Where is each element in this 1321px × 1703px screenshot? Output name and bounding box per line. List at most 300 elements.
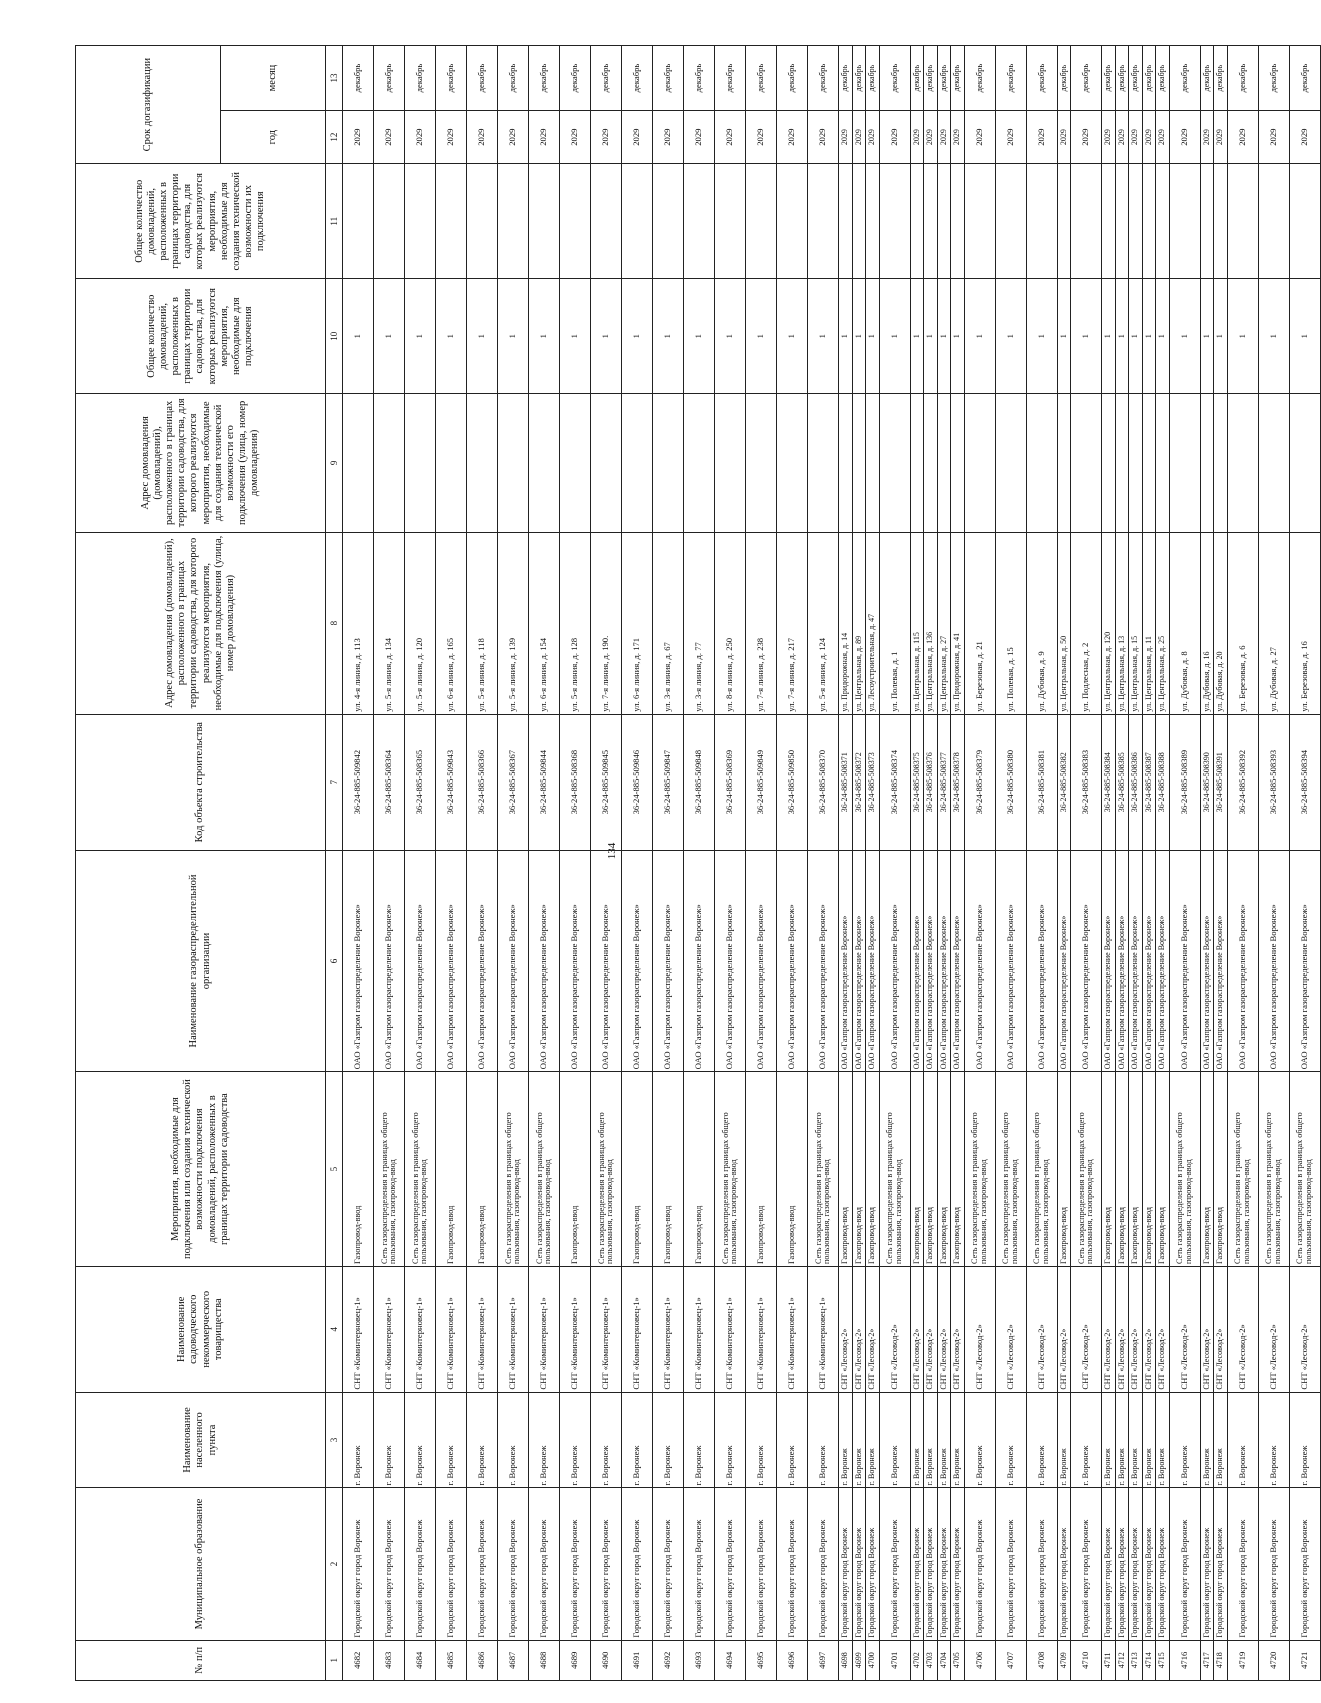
cell-municipality: Городской округ город Воронеж — [1102, 1488, 1116, 1640]
cell-settlement: г. Воронеж — [653, 1392, 684, 1488]
cell-row-number: 4712 — [1115, 1640, 1129, 1680]
cell-count-tech — [1289, 164, 1320, 279]
table-row — [1258, 46, 1289, 1681]
cell-count-connection: 1 — [879, 279, 910, 394]
cell-month: декабрь — [852, 46, 866, 111]
column-numbers-row — [326, 46, 343, 1681]
cell-count-tech — [684, 164, 715, 279]
table-row — [684, 46, 715, 1681]
cell-gas-organization: ОАО «Газпром газораспределение Воронеж» — [951, 850, 965, 1071]
cell-event: Газопровод-ввод — [436, 1072, 467, 1267]
cell-gas-organization: ОАО «Газпром газораспределение Воронеж» — [498, 850, 529, 1071]
cell-snt-name: СНТ «Лесовод-2» — [1200, 1266, 1214, 1392]
cell-object-code: 36-24-885-508366 — [467, 714, 498, 850]
cell-household-address: ул. Придорожная, д. 14 — [839, 532, 853, 714]
cell-household-address: ул. Центральная, д. 120 — [1102, 532, 1116, 714]
cell-snt-name: СНТ «Лесовод-2» — [1156, 1266, 1170, 1392]
cell-object-code: 36-24-885-508393 — [1258, 714, 1289, 850]
cell-settlement: г. Воронеж — [879, 1392, 910, 1488]
cell-event: Газопровод-ввод — [343, 1072, 374, 1267]
cell-snt-name: СНТ «Лесовод-2» — [937, 1266, 951, 1392]
cell-count-tech — [951, 164, 965, 279]
cell-event: Газопровод-ввод — [937, 1072, 951, 1267]
cell-household-address: ул. Лесоустроительная, д. 47 — [866, 532, 880, 714]
cell-snt-name: СНТ «Коминтерновец-1» — [529, 1266, 560, 1392]
cell-municipality: Городской округ город Воронеж — [777, 1488, 808, 1640]
column-number: 13 — [326, 46, 343, 111]
table-row — [1169, 46, 1200, 1681]
cell-object-code: 36-24-885-508379 — [964, 714, 995, 850]
cell-count-tech — [808, 164, 839, 279]
cell-municipality: Городской округ город Воронеж — [995, 1488, 1026, 1640]
cell-count-connection: 1 — [653, 279, 684, 394]
table-row — [1115, 46, 1129, 1681]
cell-month: декабрь — [622, 46, 653, 111]
cell-object-code: 36-24-885-508370 — [808, 714, 839, 850]
cell-year: 2029 — [1071, 111, 1102, 164]
cell-gas-organization: ОАО «Газпром газораспределение Воронеж» — [852, 850, 866, 1071]
cell-gas-organization: ОАО «Газпром газораспределение Воронеж» — [937, 850, 951, 1071]
cell-count-connection: 1 — [777, 279, 808, 394]
cell-object-code: 36-24-885-508388 — [1156, 714, 1170, 850]
cell-event: Газопровод-ввод — [1129, 1072, 1143, 1267]
cell-row-number: 4703 — [924, 1640, 938, 1680]
column-number: 12 — [326, 111, 343, 164]
cell-year: 2029 — [1129, 111, 1143, 164]
cell-household-address: ул. 6-я линия, д. 171 — [622, 532, 653, 714]
cell-tech-address — [1115, 394, 1129, 532]
cell-gas-organization: ОАО «Газпром газораспределение Воронеж» — [1071, 850, 1102, 1071]
cell-gas-organization: ОАО «Газпром газораспределение Воронеж» — [405, 850, 436, 1071]
cell-year: 2029 — [777, 111, 808, 164]
cell-settlement: г. Воронеж — [560, 1392, 591, 1488]
cell-tech-address — [1129, 394, 1143, 532]
cell-settlement: г. Воронеж — [374, 1392, 405, 1488]
cell-snt-name: СНТ «Лесовод-2» — [1169, 1266, 1200, 1392]
cell-municipality: Городской округ город Воронеж — [1057, 1488, 1071, 1640]
column-number: 2 — [326, 1488, 343, 1640]
cell-municipality: Городской округ город Воронеж — [1258, 1488, 1289, 1640]
cell-event: Сеть газораспределения в границах общего пользования, газопровод-ввод — [1071, 1072, 1102, 1267]
header-col-4: Наименование садоводческого некоммерческого товарищества — [76, 1266, 326, 1392]
cell-count-tech — [560, 164, 591, 279]
cell-row-number: 4699 — [852, 1640, 866, 1680]
cell-year: 2029 — [937, 111, 951, 164]
cell-year: 2029 — [1200, 111, 1214, 164]
cell-settlement: г. Воронеж — [529, 1392, 560, 1488]
table-row — [808, 46, 839, 1681]
cell-event: Газопровод-ввод — [910, 1072, 924, 1267]
table-header — [76, 46, 343, 1681]
cell-settlement: г. Воронеж — [1115, 1392, 1129, 1488]
cell-settlement: г. Воронеж — [1102, 1392, 1116, 1488]
cell-gas-organization: ОАО «Газпром газораспределение Воронеж» — [1102, 850, 1116, 1071]
cell-count-tech — [1156, 164, 1170, 279]
cell-month: декабрь — [808, 46, 839, 111]
cell-tech-address — [560, 394, 591, 532]
cell-count-tech — [1057, 164, 1071, 279]
cell-snt-name: СНТ «Коминтерновец-1» — [467, 1266, 498, 1392]
cell-object-code: 36-24-885-508375 — [910, 714, 924, 850]
cell-row-number: 4682 — [343, 1640, 374, 1680]
cell-snt-name: СНТ «Коминтерновец-1» — [715, 1266, 746, 1392]
cell-settlement: г. Воронеж — [808, 1392, 839, 1488]
cell-count-connection: 1 — [1214, 279, 1228, 394]
cell-snt-name: СНТ «Лесовод-2» — [1258, 1266, 1289, 1392]
cell-snt-name: СНТ «Коминтерновец-1» — [343, 1266, 374, 1392]
cell-tech-address — [622, 394, 653, 532]
cell-count-connection: 1 — [852, 279, 866, 394]
cell-year: 2029 — [1026, 111, 1057, 164]
header-col-7: Код объекта строительства — [76, 714, 326, 850]
cell-settlement: г. Воронеж — [910, 1392, 924, 1488]
cell-municipality: Городской округ город Воронеж — [1289, 1488, 1320, 1640]
cell-gas-organization: ОАО «Газпром газораспределение Воронеж» — [1200, 850, 1214, 1071]
cell-event: Сеть газораспределения в границах общего пользования, газопровод-ввод — [964, 1072, 995, 1267]
cell-object-code: 36-24-885-508369 — [715, 714, 746, 850]
cell-year: 2029 — [591, 111, 622, 164]
table-row — [1227, 46, 1258, 1681]
cell-municipality: Городской округ город Воронеж — [467, 1488, 498, 1640]
cell-count-connection: 1 — [436, 279, 467, 394]
cell-month: декабрь — [405, 46, 436, 111]
cell-snt-name: СНТ «Лесовод-2» — [1129, 1266, 1143, 1392]
cell-gas-organization: ОАО «Газпром газораспределение Воронеж» — [1289, 850, 1320, 1071]
cell-event: Газопровод-ввод — [1115, 1072, 1129, 1267]
cell-municipality: Городской округ город Воронеж — [879, 1488, 910, 1640]
cell-municipality: Городской округ город Воронеж — [343, 1488, 374, 1640]
cell-household-address: ул. Березовая, д. 6 — [1227, 532, 1258, 714]
table-row — [1057, 46, 1071, 1681]
cell-year: 2029 — [436, 111, 467, 164]
cell-row-number: 4710 — [1071, 1640, 1102, 1680]
cell-year: 2029 — [560, 111, 591, 164]
cell-month: декабрь — [1156, 46, 1170, 111]
cell-month: декабрь — [1057, 46, 1071, 111]
cell-count-connection: 1 — [995, 279, 1026, 394]
cell-snt-name: СНТ «Лесовод-2» — [1071, 1266, 1102, 1392]
cell-gas-organization: ОАО «Газпром газораспределение Воронеж» — [808, 850, 839, 1071]
cell-event: Газопровод-ввод — [839, 1072, 853, 1267]
cell-year: 2029 — [808, 111, 839, 164]
cell-count-connection: 1 — [1129, 279, 1143, 394]
cell-tech-address — [1289, 394, 1320, 532]
cell-household-address: ул. 4-я линия, д. 113 — [343, 532, 374, 714]
cell-gas-organization: ОАО «Газпром газораспределение Воронеж» — [839, 850, 853, 1071]
cell-settlement: г. Воронеж — [746, 1392, 777, 1488]
cell-snt-name: СНТ «Лесовод-2» — [866, 1266, 880, 1392]
cell-household-address: ул. Центральная, д. 13 — [1115, 532, 1129, 714]
cell-count-tech — [529, 164, 560, 279]
cell-year: 2029 — [1227, 111, 1258, 164]
cell-gas-organization: ОАО «Газпром газораспределение Воронеж» — [1129, 850, 1143, 1071]
cell-snt-name: СНТ «Лесовод-2» — [1057, 1266, 1071, 1392]
cell-event: Сеть газораспределения в границах общего пользования, газопровод-ввод — [1169, 1072, 1200, 1267]
cell-count-connection: 1 — [808, 279, 839, 394]
column-number: 8 — [326, 532, 343, 714]
cell-row-number: 4709 — [1057, 1640, 1071, 1680]
cell-snt-name: СНТ «Лесовод-2» — [995, 1266, 1026, 1392]
table-row — [343, 46, 374, 1681]
cell-municipality: Городской округ город Воронеж — [808, 1488, 839, 1640]
cell-household-address: ул. Центральная, д. 136 — [924, 532, 938, 714]
cell-gas-organization: ОАО «Газпром газораспределение Воронеж» — [777, 850, 808, 1071]
cell-month: декабрь — [1169, 46, 1200, 111]
cell-month: декабрь — [937, 46, 951, 111]
cell-tech-address — [1169, 394, 1200, 532]
cell-gas-organization: ОАО «Газпром газораспределение Воронеж» — [1026, 850, 1057, 1071]
cell-month: декабрь — [436, 46, 467, 111]
cell-count-tech — [1258, 164, 1289, 279]
cell-count-tech — [467, 164, 498, 279]
cell-snt-name: СНТ «Коминтерновец-1» — [777, 1266, 808, 1392]
cell-count-tech — [436, 164, 467, 279]
cell-tech-address — [1258, 394, 1289, 532]
cell-row-number: 4701 — [879, 1640, 910, 1680]
cell-row-number: 4692 — [653, 1640, 684, 1680]
cell-tech-address — [964, 394, 995, 532]
cell-event: Сеть газораспределения в границах общего пользования, газопровод-ввод — [374, 1072, 405, 1267]
cell-month: декабрь — [1026, 46, 1057, 111]
cell-gas-organization: ОАО «Газпром газораспределение Воронеж» — [374, 850, 405, 1071]
cell-event: Сеть газораспределения в границах общего пользования, газопровод-ввод — [498, 1072, 529, 1267]
cell-event: Газопровод-ввод — [777, 1072, 808, 1267]
cell-count-tech — [1115, 164, 1129, 279]
cell-object-code: 36-24-885-508387 — [1142, 714, 1156, 850]
cell-count-tech — [653, 164, 684, 279]
cell-year: 2029 — [405, 111, 436, 164]
cell-tech-address — [866, 394, 880, 532]
cell-tech-address — [951, 394, 965, 532]
cell-count-tech — [498, 164, 529, 279]
cell-count-tech — [622, 164, 653, 279]
cell-month: декабрь — [343, 46, 374, 111]
cell-month: декабрь — [1071, 46, 1102, 111]
column-number: 6 — [326, 850, 343, 1071]
cell-gas-organization: ОАО «Газпром газораспределение Воронеж» — [964, 850, 995, 1071]
cell-municipality: Городской округ город Воронеж — [852, 1488, 866, 1640]
cell-tech-address — [343, 394, 374, 532]
cell-gas-organization: ОАО «Газпром газораспределение Воронеж» — [684, 850, 715, 1071]
cell-tech-address — [684, 394, 715, 532]
cell-settlement: г. Воронеж — [951, 1392, 965, 1488]
cell-gas-organization: ОАО «Газпром газораспределение Воронеж» — [1258, 850, 1289, 1071]
cell-year: 2029 — [498, 111, 529, 164]
cell-gas-organization: ОАО «Газпром газораспределение Воронеж» — [879, 850, 910, 1071]
cell-tech-address — [937, 394, 951, 532]
cell-count-connection: 1 — [684, 279, 715, 394]
cell-event: Сеть газораспределения в границах общего пользования, газопровод-ввод — [808, 1072, 839, 1267]
column-number: 10 — [326, 279, 343, 394]
header-col-1: № п/п — [76, 1640, 326, 1680]
cell-municipality: Городской округ город Воронеж — [910, 1488, 924, 1640]
cell-gas-organization: ОАО «Газпром газораспределение Воронеж» — [866, 850, 880, 1071]
cell-month: декабрь — [924, 46, 938, 111]
cell-household-address: ул. 5-я линия, д. 118 — [467, 532, 498, 714]
cell-row-number: 4705 — [951, 1640, 965, 1680]
table-row — [1289, 46, 1320, 1681]
cell-count-tech — [1200, 164, 1214, 279]
cell-tech-address — [995, 394, 1026, 532]
cell-settlement: г. Воронеж — [1214, 1392, 1228, 1488]
cell-snt-name: СНТ «Лесовод-2» — [1214, 1266, 1228, 1392]
cell-row-number: 4702 — [910, 1640, 924, 1680]
cell-settlement: г. Воронеж — [436, 1392, 467, 1488]
cell-municipality: Городской округ город Воронеж — [1156, 1488, 1170, 1640]
cell-object-code: 36-24-885-508373 — [866, 714, 880, 850]
cell-month: декабрь — [1227, 46, 1258, 111]
cell-month: декабрь — [374, 46, 405, 111]
cell-count-connection: 1 — [951, 279, 965, 394]
cell-snt-name: СНТ «Коминтерновец-1» — [374, 1266, 405, 1392]
cell-municipality: Городской округ город Воронеж — [866, 1488, 880, 1640]
cell-snt-name: СНТ «Лесовод-2» — [964, 1266, 995, 1392]
cell-household-address: ул. Дубовая, д. 27 — [1258, 532, 1289, 714]
cell-count-connection: 1 — [1026, 279, 1057, 394]
cell-row-number: 4688 — [529, 1640, 560, 1680]
cell-settlement: г. Воронеж — [1200, 1392, 1214, 1488]
cell-household-address: ул. Центральная, д. 11 — [1142, 532, 1156, 714]
cell-row-number: 4711 — [1102, 1640, 1116, 1680]
cell-count-tech — [995, 164, 1026, 279]
cell-object-code: 36-24-885-508372 — [852, 714, 866, 850]
table-row — [746, 46, 777, 1681]
cell-object-code: 36-24-885-508392 — [1227, 714, 1258, 850]
cell-municipality: Городской округ город Воронеж — [1115, 1488, 1129, 1640]
cell-settlement: г. Воронеж — [937, 1392, 951, 1488]
cell-count-tech — [1214, 164, 1228, 279]
cell-event: Сеть газораспределения в границах общего пользования, газопровод-ввод — [1227, 1072, 1258, 1267]
cell-year: 2029 — [924, 111, 938, 164]
cell-row-number: 4713 — [1129, 1640, 1143, 1680]
cell-household-address: ул. Центральная, д. 25 — [1156, 532, 1170, 714]
cell-object-code: 36-24-885-508381 — [1026, 714, 1057, 850]
cell-count-connection: 1 — [1169, 279, 1200, 394]
cell-count-connection: 1 — [343, 279, 374, 394]
cell-row-number: 4693 — [684, 1640, 715, 1680]
cell-month: декабрь — [910, 46, 924, 111]
cell-row-number: 4687 — [498, 1640, 529, 1680]
cell-household-address: ул. Центральная, д. 115 — [910, 532, 924, 714]
cell-year: 2029 — [746, 111, 777, 164]
cell-gas-organization: ОАО «Газпром газораспределение Воронеж» — [1169, 850, 1200, 1071]
cell-snt-name: СНТ «Лесовод-2» — [1289, 1266, 1320, 1392]
cell-household-address: ул. 5-я линия, д. 139 — [498, 532, 529, 714]
cell-month: декабрь — [1289, 46, 1320, 111]
cell-settlement: г. Воронеж — [343, 1392, 374, 1488]
page-number: 134 — [606, 842, 618, 860]
cell-municipality: Городской округ город Воронеж — [684, 1488, 715, 1640]
column-number: 4 — [326, 1266, 343, 1392]
cell-tech-address — [1026, 394, 1057, 532]
cell-year: 2029 — [622, 111, 653, 164]
cell-household-address: ул. Дубовая, д. 20 — [1214, 532, 1228, 714]
cell-gas-organization: ОАО «Газпром газораспределение Воронеж» — [924, 850, 938, 1071]
cell-event: Сеть газораспределения в границах общего пользования, газопровод-ввод — [529, 1072, 560, 1267]
cell-municipality: Городской округ город Воронеж — [937, 1488, 951, 1640]
cell-row-number: 4691 — [622, 1640, 653, 1680]
cell-row-number: 4720 — [1258, 1640, 1289, 1680]
cell-month: декабрь — [715, 46, 746, 111]
cell-settlement: г. Воронеж — [1026, 1392, 1057, 1488]
table-row — [1026, 46, 1057, 1681]
table-row — [879, 46, 910, 1681]
cell-municipality: Городской округ город Воронеж — [1214, 1488, 1228, 1640]
cell-tech-address — [910, 394, 924, 532]
cell-month: декабрь — [529, 46, 560, 111]
table-row — [1102, 46, 1116, 1681]
cell-event: Сеть газораспределения в границах общего пользования, газопровод-ввод — [715, 1072, 746, 1267]
table-row — [951, 46, 965, 1681]
cell-municipality: Городской округ город Воронеж — [436, 1488, 467, 1640]
cell-snt-name: СНТ «Лесовод-2» — [951, 1266, 965, 1392]
cell-count-tech — [374, 164, 405, 279]
cell-row-number: 4707 — [995, 1640, 1026, 1680]
cell-count-connection: 1 — [746, 279, 777, 394]
cell-tech-address — [746, 394, 777, 532]
cell-gas-organization: ОАО «Газпром газораспределение Воронеж» — [1142, 850, 1156, 1071]
cell-event: Сеть газораспределения в границах общего пользования, газопровод-ввод — [1026, 1072, 1057, 1267]
cell-count-tech — [910, 164, 924, 279]
cell-settlement: г. Воронеж — [852, 1392, 866, 1488]
cell-snt-name: СНТ «Лесовод-2» — [852, 1266, 866, 1392]
cell-gas-organization: ОАО «Газпром газораспределение Воронеж» — [622, 850, 653, 1071]
cell-settlement: г. Воронеж — [684, 1392, 715, 1488]
cell-household-address: ул. Полевая, д. 1 — [879, 532, 910, 714]
cell-object-code: 36-24-885-508384 — [1102, 714, 1116, 850]
cell-tech-address — [852, 394, 866, 532]
column-number: 7 — [326, 714, 343, 850]
cell-object-code: 36-24-885-508390 — [1200, 714, 1214, 850]
cell-household-address: ул. 5-я линия, д. 124 — [808, 532, 839, 714]
cell-municipality: Городской округ город Воронеж — [746, 1488, 777, 1640]
cell-event: Сеть газораспределения в границах общего пользования, газопровод-ввод — [1289, 1072, 1320, 1267]
table-row — [1214, 46, 1228, 1681]
table-row — [467, 46, 498, 1681]
table-row — [866, 46, 880, 1681]
cell-event: Газопровод-ввод — [1214, 1072, 1228, 1267]
cell-month: декабрь — [1142, 46, 1156, 111]
cell-municipality: Городской округ город Воронеж — [1169, 1488, 1200, 1640]
cell-object-code: 36-24-885-509845 — [591, 714, 622, 850]
cell-month: декабрь — [1129, 46, 1143, 111]
cell-gas-organization: ОАО «Газпром газораспределение Воронеж» — [591, 850, 622, 1071]
cell-household-address: ул. 5-я линия, д. 134 — [374, 532, 405, 714]
cell-row-number: 4694 — [715, 1640, 746, 1680]
cell-household-address: ул. 5-я линия, д. 128 — [560, 532, 591, 714]
cell-year: 2029 — [1214, 111, 1228, 164]
cell-month: декабрь — [1214, 46, 1228, 111]
cell-count-connection: 1 — [924, 279, 938, 394]
cell-object-code: 36-24-885-508365 — [405, 714, 436, 850]
cell-household-address: ул. Центральная, д. 50 — [1057, 532, 1071, 714]
cell-count-connection: 1 — [1057, 279, 1071, 394]
cell-household-address: ул. Березовая, д. 16 — [1289, 532, 1320, 714]
cell-month: декабрь — [995, 46, 1026, 111]
cell-row-number: 4708 — [1026, 1640, 1057, 1680]
header-col-10: Общее количество домовладений, расположенных в границах территории садоводства, для которых реализуются мероприятия, необходимые для подключения — [76, 279, 326, 394]
cell-event: Газопровод-ввод — [1156, 1072, 1170, 1267]
cell-tech-address — [1057, 394, 1071, 532]
cell-settlement: г. Воронеж — [839, 1392, 853, 1488]
cell-household-address: ул. Березовая, д. 21 — [964, 532, 995, 714]
cell-object-code: 36-24-885-508364 — [374, 714, 405, 850]
cell-tech-address — [879, 394, 910, 532]
cell-gas-organization: ОАО «Газпром газораспределение Воронеж» — [1227, 850, 1258, 1071]
cell-tech-address — [777, 394, 808, 532]
table-body — [343, 46, 1321, 1681]
cell-year: 2029 — [1156, 111, 1170, 164]
